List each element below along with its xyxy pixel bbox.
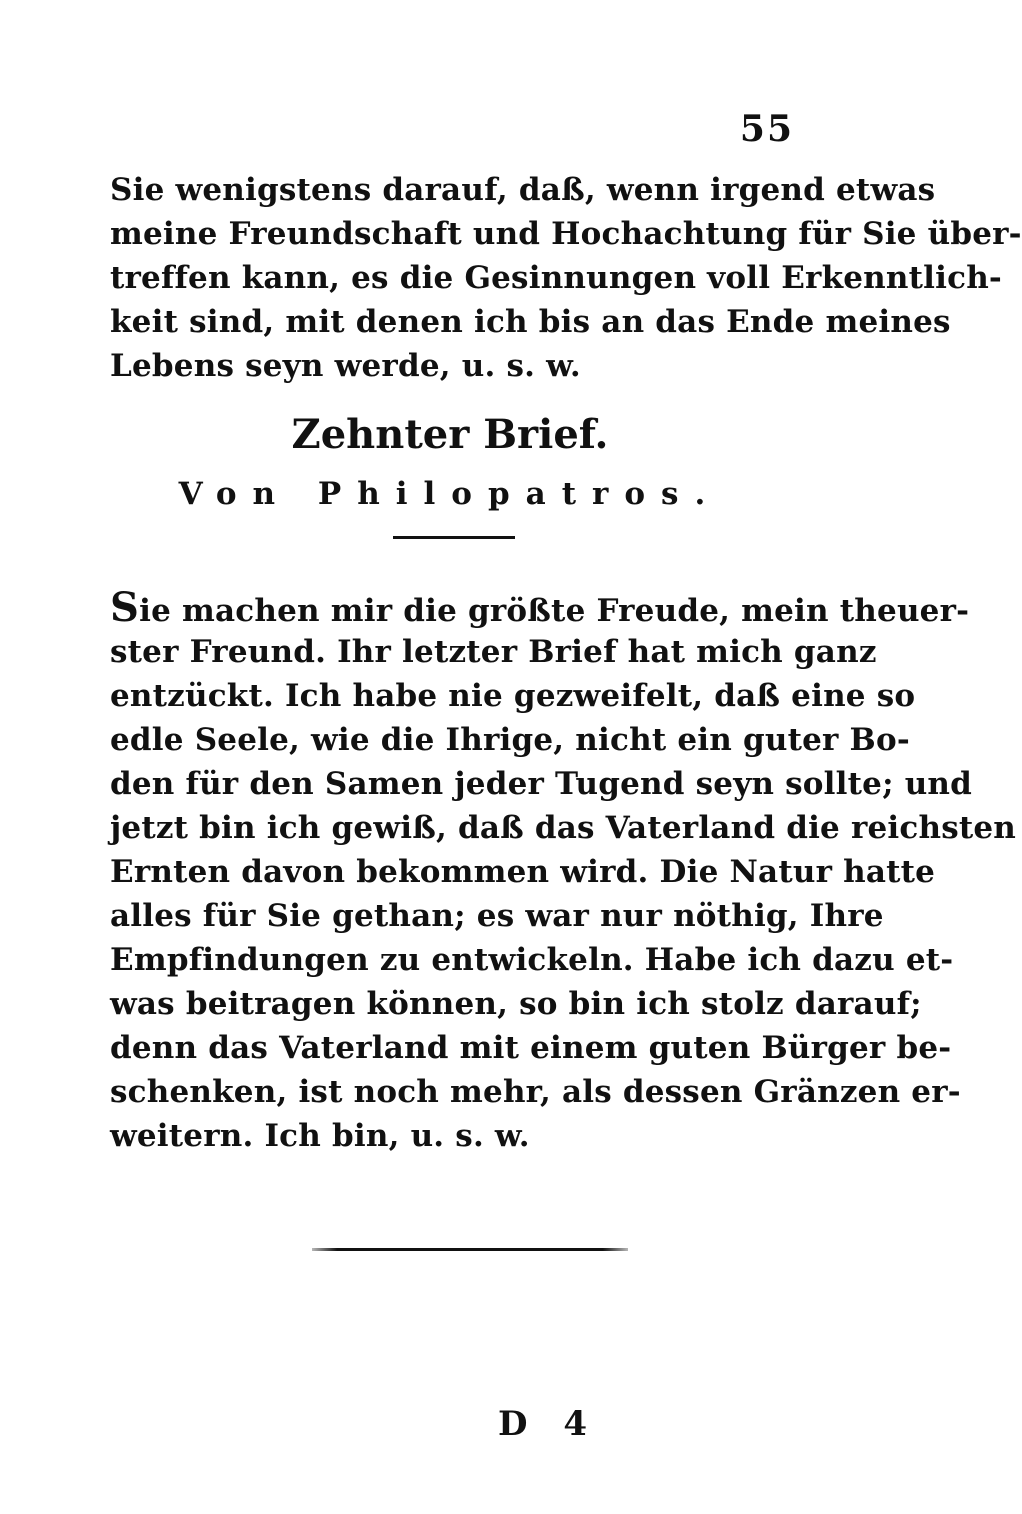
- text-line: was beitragen können, so bin ich stolz darauf;: [110, 986, 922, 1022]
- text-line: [110, 584, 970, 631]
- text-line: keit sind, mit denen ich bis an das Ende meines: [110, 304, 951, 340]
- letter-heading: Zehnter Brief.: [291, 411, 609, 458]
- text-line: weitern. Ich bin, u. s. w.: [110, 1118, 530, 1154]
- drop-initial: S: [110, 584, 140, 631]
- text-line: denn das Vaterland mit einem guten Bürger be-: [110, 1030, 952, 1066]
- text-line-rest: ie machen mir die größte Freude, mein theuer-: [139, 593, 970, 629]
- text-line: entzückt. Ich habe nie gezweifelt, daß eine so: [110, 678, 916, 714]
- text-line: ster Freund. Ihr letzter Brief hat mich ganz: [110, 634, 877, 670]
- text-line: treffen kann, es die Gesinnungen voll Erkenntlich-: [110, 260, 1003, 296]
- text-line: Lebens seyn werde, u. s. w.: [110, 348, 581, 384]
- text-line: den für den Samen jeder Tugend seyn sollte; und: [110, 766, 973, 802]
- signature-mark: D 4: [498, 1404, 599, 1444]
- text-line: jetzt bin ich gewiß, daß das Vaterland die reichsten: [110, 810, 1017, 846]
- page-number: 55: [739, 108, 794, 150]
- letter-subheading: Von Philopatros.: [178, 476, 722, 512]
- text-line: Ernten davon bekommen wird. Die Natur hatte: [110, 854, 936, 890]
- text-line: Sie wenigstens darauf, daß, wenn irgend etwas: [110, 172, 936, 208]
- text-line: Empfindungen zu entwickeln. Habe ich dazu et-: [110, 942, 954, 978]
- text-line: alles für Sie gethan; es war nur nöthig, Ihre: [110, 898, 884, 934]
- separator-rule: [393, 536, 515, 539]
- end-rule: [312, 1248, 628, 1251]
- text-line: meine Freundschaft und Hochachtung für Sie über-: [110, 216, 1022, 252]
- text-line: edle Seele, wie die Ihrige, nicht ein guter Bo-: [110, 722, 910, 758]
- text-line: schenken, ist noch mehr, als dessen Gränzen er-: [110, 1074, 961, 1110]
